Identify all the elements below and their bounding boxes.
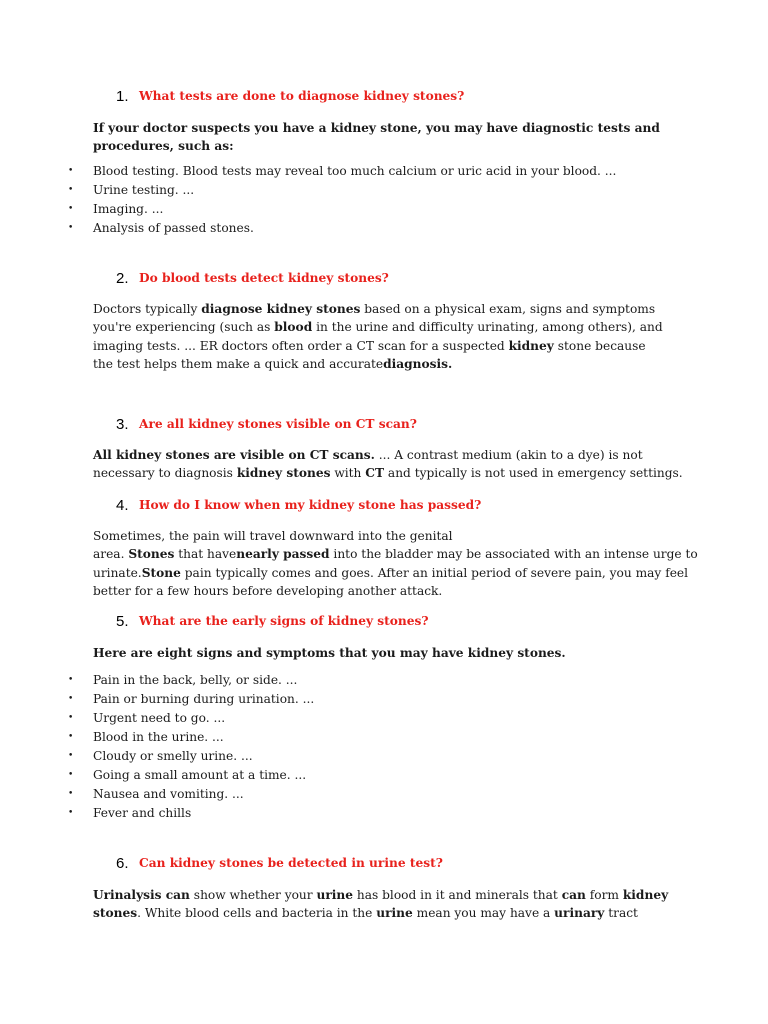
question-number: 5. (116, 612, 129, 630)
list-item: • Cloudy or smelly urine. ... (68, 747, 668, 766)
question-text: How do I know when my kidney stone has passed? (139, 498, 482, 512)
bullet-icon: • (68, 204, 74, 214)
list-item: • Imaging. ... (68, 200, 668, 219)
intro-line: Here are eight signs and symptoms that you may have kidney stones. (93, 646, 566, 660)
section-4-paragraph: Sometimes, the pain will travel downward into the genital area. Stones that havenearly passed into the bladder may be associated with an intense urge to urinate.Stone pain typically comes and goes. After an initial period of severe pain, you may feel better for a few hours before developing another attack. (93, 529, 698, 598)
section-5-intro (93, 644, 693, 662)
question-heading-3 (116, 413, 417, 435)
question-heading-6 (116, 852, 443, 874)
question-number: 2. (116, 269, 129, 287)
question-heading-1 (116, 85, 464, 107)
question-text: Do blood tests detect kidney stones? (139, 271, 389, 285)
bullet-icon: • (68, 694, 74, 704)
section-2-paragraph: Doctors typically diagnose kidney stones based on a physical exam, signs and symptoms you're experiencing (such as blood in the urine and difficulty urinating, among others), and imaging tests. ... ER doctors often order a CT scan for a suspected kidney stone because the test helps them make a quick and accuratediagnosis. (93, 302, 663, 371)
list-item: • Going a small amount at a time. ... (68, 766, 668, 785)
question-text: Are all kidney stones visible on CT scan? (139, 417, 417, 431)
intro-line: If your doctor suspects you have a kidney stone, you may have diagnostic tests and (93, 121, 660, 135)
question-heading-4 (116, 494, 481, 516)
bullet-icon: • (68, 732, 74, 742)
section-1-intro (93, 119, 693, 156)
intro-line: procedures, such as: (93, 139, 234, 154)
bullet-icon: • (68, 808, 74, 818)
section-1-bullet-list (68, 162, 668, 238)
list-item: • Nausea and vomiting. ... (68, 785, 668, 804)
bullet-icon: • (68, 223, 74, 233)
bullet-icon: • (68, 789, 74, 799)
question-text: What are the early signs of kidney stones? (139, 614, 429, 628)
section-5-bullet-list (68, 671, 668, 823)
section-3-paragraph: All kidney stones are visible on CT scans. ... A contrast medium (akin to a dye) is not necessary to diagnosis kidney stones with CT and typically is not used in emergency settings. (93, 448, 683, 481)
list-item: • Urgent need to go. ... (68, 709, 668, 728)
list-item: • Fever and chills (68, 804, 668, 823)
question-text: Can kidney stones be detected in urine test? (139, 856, 443, 870)
question-heading-2 (116, 267, 389, 289)
question-number: 4. (116, 496, 129, 514)
list-item: • Urine testing. ... (68, 181, 668, 200)
question-number: 3. (116, 415, 129, 433)
list-item: • Pain in the back, belly, or side. ... (68, 671, 668, 690)
list-item: • Blood testing. Blood tests may reveal too much calcium or uric acid in your blood. ... (68, 162, 668, 181)
bullet-icon: • (68, 751, 74, 761)
list-item: • Blood in the urine. ... (68, 728, 668, 747)
question-text: What tests are done to diagnose kidney stones? (139, 89, 465, 103)
bullet-icon: • (68, 675, 74, 685)
question-number: 1. (116, 87, 129, 105)
bullet-icon: • (68, 185, 74, 195)
question-heading-5 (116, 610, 429, 632)
bullet-icon: • (68, 713, 74, 723)
bullet-icon: • (68, 166, 74, 176)
list-item: • Pain or burning during urination. ... (68, 690, 668, 709)
section-6-paragraph: Urinalysis can show whether your urine has blood in it and minerals that can form kidney stones. White blood cells and bacteria in the urine mean you may have a urinary tract (93, 888, 669, 921)
bullet-icon: • (68, 770, 74, 780)
list-item: • Analysis of passed stones. (68, 219, 668, 238)
question-number: 6. (116, 854, 129, 872)
